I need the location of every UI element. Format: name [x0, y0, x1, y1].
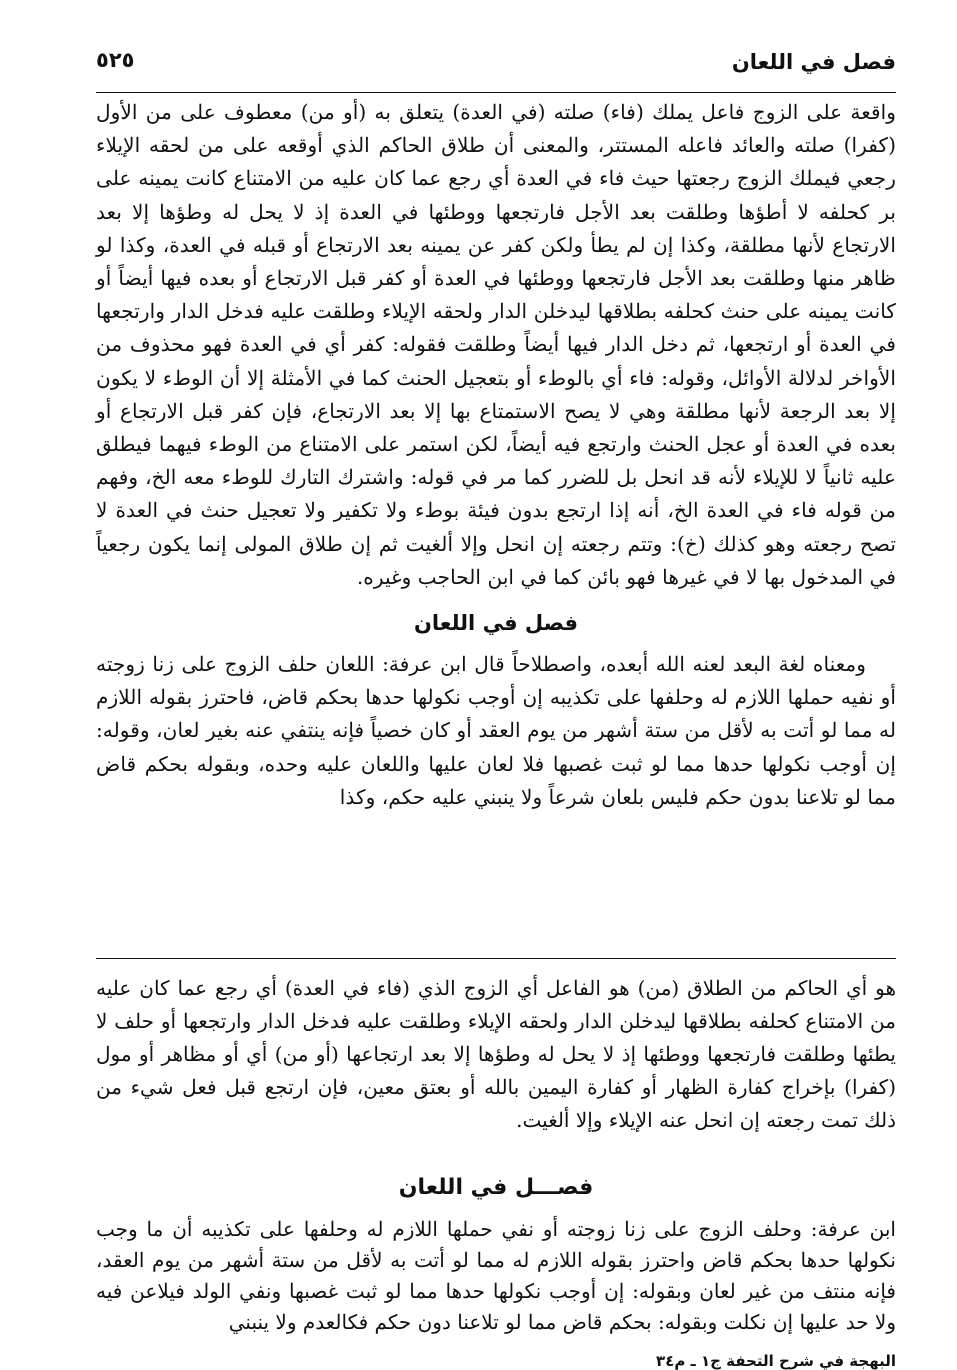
commentary-heading: فصـــل في اللعان [398, 1175, 594, 1200]
running-head-title: فصل في اللعان [731, 50, 896, 74]
main-paragraph-1: واقعة على الزوج فاعل يملك (فاء) صلته (في العدة) يتعلق به (أو من) معطوف على من الأول (كفرا) صلته والعائد فاعله المستتر، والمعنى أن طلاق الحاكم الذي أوقعه على من لحقه الإيلاء رجعي فيملك الزوج رجعتها حيث فاء في العدة أي رجع عما كان عليه من الامتناع كانت يمينه على بر كحلفه لا أطؤها وطلقت بعد الأجل فارتجعها ووطئها في العدة إذ لا يحل له وطؤها إلا بعد الارتجاع لأنها مطلقة، وكذا إن لم يطأ ولكن كفر عن يمينه بعد الارتجاع أو قبله في العدة، وكذا لو ظاهر منها وطلقت بعد الأجل فارتجعها ووطئها في العدة أو كفر قبل الارتجاع أو بعده فيها أيضاً أو كانت يمينه على حنث كحلفه بطلاقها ليدخلن الدار ولحقه الإيلاء وطلقت عليه فدخل الدار وارتجعها في العدة أو ارتجعها، ثم دخل الدار فيها أيضاً وطلقت فقوله: كفر أي في العدة فهو محذوف من الأواخر لدلالة الأوائل، وقوله: فاء أي بالوطء أو بتعجيل الحنث كما في الأمثلة إلا أن الوطء لا يكون إلا بعد الرجعة لأنها مطلقة وهي لا يصح الاستمتاع بها إلا بعد الارتجاع، فإن كفر قبل الارتجاع أو بعده في العدة أو عجل الحنث وارتجع فيه أيضاً، لكن استمر على الامتناع من الوطء فيهما فيطلق عليه ثانياً لا للإيلاء لأنه قد انحل بل للضرر كما مر في قوله: واشترك التارك للوطء معه الخ، وفهم من قوله فاء في العدة الخ، أنه إذا ارتجع بدون فيئة بوطء ولا تكفير ولا تعجيل حنث في العدة لا تصح رجعته وهو كذلك (خ): وتتم رجعته إن انحل وإلا ألغيت ثم إن طلاق المولى إنما يكون رجعياً في المدخول بها لا في غيرها فهو بائن كما في ابن الحاجب وغيره. [96, 100, 896, 589]
running-head [96, 36, 896, 93]
printer-signature: البهجة في شرح التحفة ج١ ـ م٣٤ [656, 1352, 896, 1370]
main-paragraph-2: ومعناه لغة البعد لعنه الله أبعده، واصطلاحاً قال ابن عرفة: اللعان حلف الزوج على زنا زوجته أو نفيه حملها اللازم له وحلفها على تكذيبه إن أوجب نكولها حدها بحكم قاض، فاحترز بقوله اللازم له مما لو أتت به لأقل من ستة أشهر من يوم العقد أو كان خصياً فإنه ينتفي عنه بغير لعان، وقوله: إن أوجب نكولها حدها مما لو ثبت غصبها فلا لعان عليها واللعان عليه وحده، وبقوله بحكم قاض مما لو تلاعنا بدون حكم فليس بلعان شرعاً ولا ينبني عليه حكم، وكذا [96, 652, 896, 809]
commentary-text: ابن عرفة: وحلف الزوج على زنا زوجته أو نفي حملها اللازم له وحلفها على تكذيبه أن ما وجب نكولها حدها بحكم قاض واحترز بقوله اللازم له مما لو أتت به لأقل من ستة أشهر من يوم العقد، فإنه منتف من غير لعان وبقوله: إن أوجب نكولها حدها مما لو ثبت غصبها ونفي الولد فيلاعن فيه ولا حد عليها إن نكلت وبقوله: بحكم قاض مما لو تلاعنا دون حكم فكالعدم ولا ينبني [96, 1217, 896, 1334]
main-text [96, 96, 896, 814]
section-heading: فصل في اللعان [413, 611, 579, 636]
footnote-divider [96, 958, 896, 959]
footnote-text: هو أي الحاكم من الطلاق (من) هو الفاعل أي الزوج الذي (فاء في العدة) أي رجع عما كان عليه من الامتناع كحلفه بطلاقها ليدخلن الدار ولحقه الإيلاء وطلقت عليه فدخل الدار وارتجعها أو حلف لا يطئها وطلقت فارتجعها ووطئها إذ لا يحل له وطؤها إلا بعد ارتجاعها (أو من) أي أو مظاهر أو مول (كفرا) بإخراج كفارة الظهار أو كفارة اليمين بالله أو بعتق معين، فإن ارتجع قبل فعل شيء من ذلك تمت رجعته إن انحل عنه الإيلاء وإلا ألغيت. [96, 976, 896, 1132]
book-page [96, 36, 896, 1370]
page-number: ٥٢٥ [96, 48, 135, 72]
